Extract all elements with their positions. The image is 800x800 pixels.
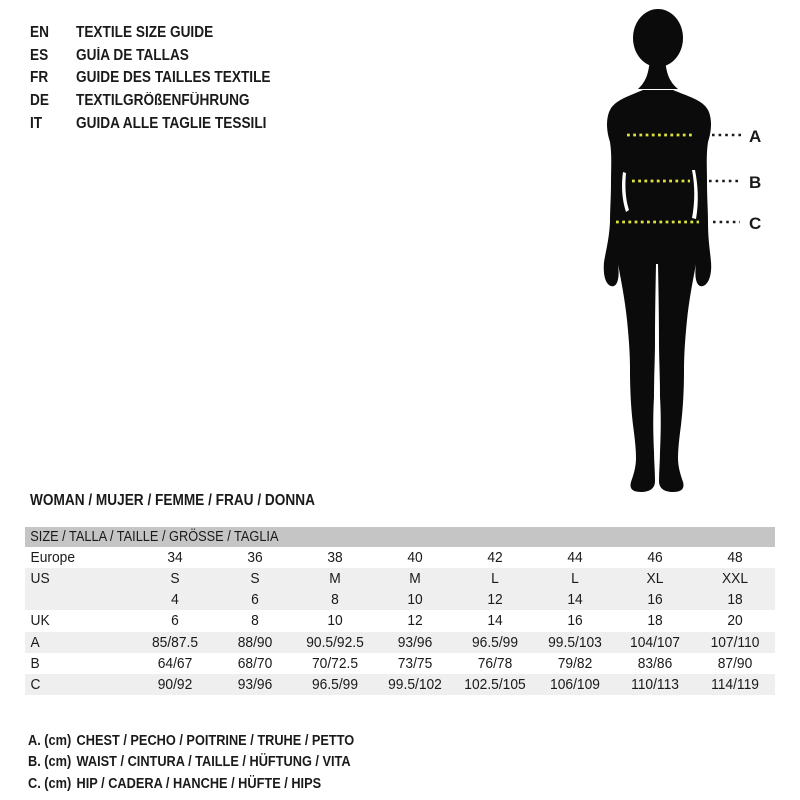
size-cell: 6 [251,591,259,609]
size-cell: 96.5/99 [311,675,359,693]
size-cell: 34 [167,549,183,567]
table-header-text: SIZE / TALLA / TAILLE / GRÖSSE / TAGLIA [30,529,279,545]
language-row [30,90,297,113]
size-cell: 104/107 [630,633,680,651]
table-row-chest [25,632,775,653]
size-cell: M [409,570,421,588]
size-cell: 18 [727,591,743,609]
language-row [30,67,297,90]
size-cell: 8 [251,612,259,630]
size-cell: 87/90 [717,654,753,672]
language-code: IT [30,114,43,132]
language-code: EN [30,24,49,42]
legend-label: WAIST / CINTURA / TAILLE / HÜFTUNG / VITA [76,754,351,771]
size-cell: 68/70 [237,654,273,672]
table-row-europe [25,547,775,568]
row-label: Europe [30,549,76,567]
size-cell: 16 [567,612,583,630]
size-cell: 106/109 [550,675,600,693]
size-cell: 36 [247,549,263,567]
woman-silhouette-figure [575,0,775,500]
size-cell: 42 [487,549,503,567]
row-label: US [30,570,50,588]
size-cell: 73/75 [397,654,433,672]
size-cell: L [571,570,579,588]
silhouette-body [604,90,711,492]
table-header [25,527,775,547]
language-title: TEXTILGRÖßENFÜHRUNG [76,92,250,110]
size-cell: 93/96 [397,633,433,651]
legend-row-waist [28,752,399,774]
legend-key: A. (cm) [28,732,72,749]
language-row [30,112,297,135]
size-cell: 83/86 [637,654,673,672]
size-cell: 18 [647,612,663,630]
size-cell: 93/96 [237,675,273,693]
size-cell: 40 [407,549,423,567]
size-cell: S [250,570,260,588]
legend-label: CHEST / PECHO / POITRINE / TRUHE / PETTO [76,732,355,749]
size-cell: 85/87.5 [151,633,199,651]
size-cell: 20 [727,612,743,630]
size-cell: L [491,570,499,588]
language-code: FR [30,69,49,87]
size-cell: 46 [647,549,663,567]
language-code: ES [30,46,49,64]
size-cell: 90/92 [157,675,193,693]
language-list [30,22,297,135]
measure-label-a: A [749,127,762,146]
size-cell: 8 [331,591,339,609]
legend-key: C. (cm) [28,775,72,792]
legend-row-hip [28,773,399,795]
language-row [30,45,297,68]
size-cell: 64/67 [157,654,193,672]
size-cell: 12 [487,591,503,609]
table-row-us-letters [25,568,775,589]
size-cell: 14 [567,591,583,609]
language-title: GUIDE DES TAILLES TEXTILE [76,69,271,87]
size-cell: 44 [567,549,583,567]
size-cell: 10 [407,591,423,609]
measure-label-c: C [749,214,762,233]
language-title: TEXTILE SIZE GUIDE [76,24,214,42]
size-table [25,527,775,695]
legend-label: HIP / CADERA / HANCHE / HÜFTE / HIPS [76,775,322,792]
size-cell: 99.5/102 [388,675,442,693]
size-cell: 99.5/103 [548,633,602,651]
row-label: UK [30,612,50,630]
size-cell: 90.5/92.5 [306,633,364,651]
language-code: DE [30,92,49,110]
size-cell: 16 [647,591,663,609]
size-cell: 79/82 [557,654,593,672]
size-cell: XL [646,570,664,588]
size-cell: 14 [487,612,503,630]
legend-key: B. (cm) [28,754,72,771]
size-cell: 114/119 [711,675,759,693]
section-title [30,492,354,510]
size-cell: 107/110 [710,633,760,651]
table-row-waist [25,653,775,674]
size-cell: 4 [171,591,179,609]
size-cell: 38 [327,549,343,567]
table-row-us-numbers [25,589,775,610]
language-row [30,22,297,45]
size-cell: S [170,570,180,588]
size-cell: 70/72.5 [311,654,359,672]
size-cell: 6 [171,612,179,630]
section-title-text: WOMAN / MUJER / FEMME / FRAU / DONNA [30,492,315,509]
row-label: A [30,633,40,651]
size-cell: 48 [727,549,743,567]
language-title: GUIDA ALLE TAGLIE TESSILI [76,114,267,132]
size-cell: XXL [721,570,749,588]
table-row-uk [25,610,775,631]
size-cell: 110/113 [631,675,679,693]
row-label: C [30,675,41,693]
table-row-hip [25,674,775,695]
measure-label-b: B [749,173,762,192]
legend-row-chest [28,730,399,752]
size-cell: 12 [407,612,423,630]
size-cell: M [329,570,341,588]
measurement-legend [28,730,399,795]
language-title: GUÍA DE TALLAS [76,46,189,64]
size-cell: 102.5/105 [464,675,526,693]
size-cell: 10 [327,612,343,630]
size-cell: 88/90 [237,633,273,651]
woman-silhouette [604,9,711,492]
size-cell: 96.5/99 [471,633,519,651]
size-cell: 76/78 [477,654,513,672]
row-label: B [30,654,40,672]
